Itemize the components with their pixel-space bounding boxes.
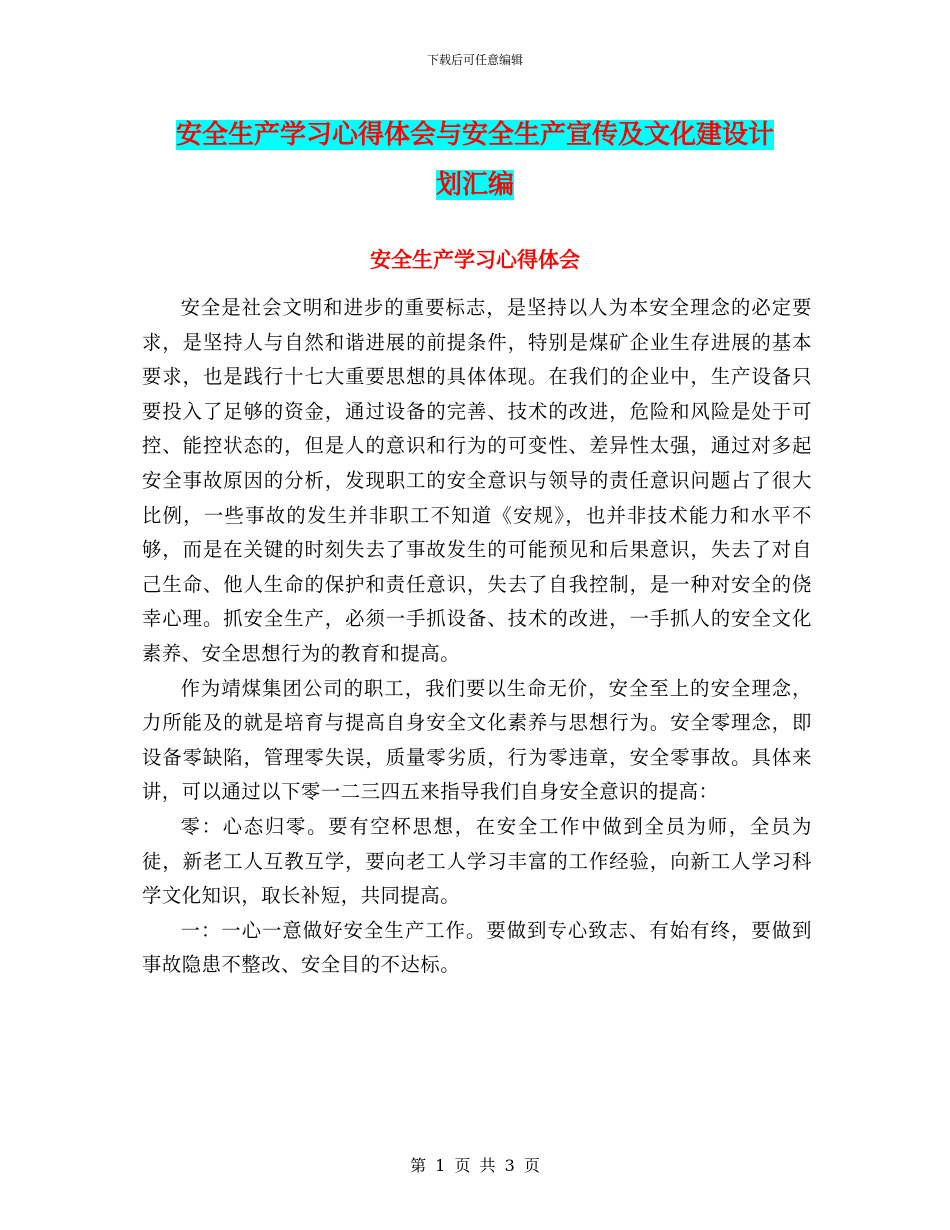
- paragraph: 安全是社会文明和进步的重要标志，是坚持以人为本安全理念的必定要求，是坚持人与自然和谐进展的前提条件，特别是煤矿企业生存进展的基本要求，也是践行十七大重要思想的具体体现。在我们的企业中，生产设备只要投入了足够的资金，通过设备的完善、技术的改进，危险和风险是处于可控、能控状态的，但是人的意识和行为的可变性、差异性太强，通过对多起安全事故原因的分析，发现职工的安全意识与领导的责任意识问题占了很大比例，一些事故的发生并非职工不知道《安规》，也并非技术能力和水平不够，而是在关键的时刻失去了事故发生的可能预见和后果意识，失去了对自己生命、他人生命的保护和责任意识，失去了自我控制，是一种对安全的侥幸心理。抓安全生产，必须一手抓设备、技术的改进，一手抓人的安全文化素养、安全思想行为的教育和提高。: [142, 296, 812, 665]
- paragraph: 作为靖煤集团公司的职工，我们要以生命无价，安全至上的安全理念，力所能及的就是培育与提高自身安全文化素养与思想行为。安全零理念，即设备零缺陷，管理零失误，质量零劣质，行为零违章，安全零事故。具体来讲，可以通过以下零一二三四五来指导我们自身安全意识的提高：: [142, 676, 812, 804]
- page-header-note: 下载后可任意编辑: [426, 53, 523, 67]
- section-title: 安全生产学习心得体会: [370, 248, 580, 272]
- page-number-footer: 第 1 页 共 3 页: [410, 1156, 540, 1175]
- paragraph: 一：一心一意做好安全生产工作。要做到专心致志、有始有终，要做到事故隐患不整改、安全目的不达标。: [142, 918, 812, 977]
- document-body: [142, 291, 812, 983]
- document-title: [0, 110, 950, 210]
- document-title-line-2: 划汇编: [435, 170, 514, 200]
- document-title-line-1: 安全生产学习心得体会与安全生产宣传及文化建设计: [175, 120, 774, 150]
- paragraph: 零：心态归零。要有空杯思想，在安全工作中做到全员为师，全员为徒，新老工人互教互学，要向老工人学习丰富的工作经验，向新工人学习科学文化知识，取长补短，共同提高。: [142, 814, 812, 908]
